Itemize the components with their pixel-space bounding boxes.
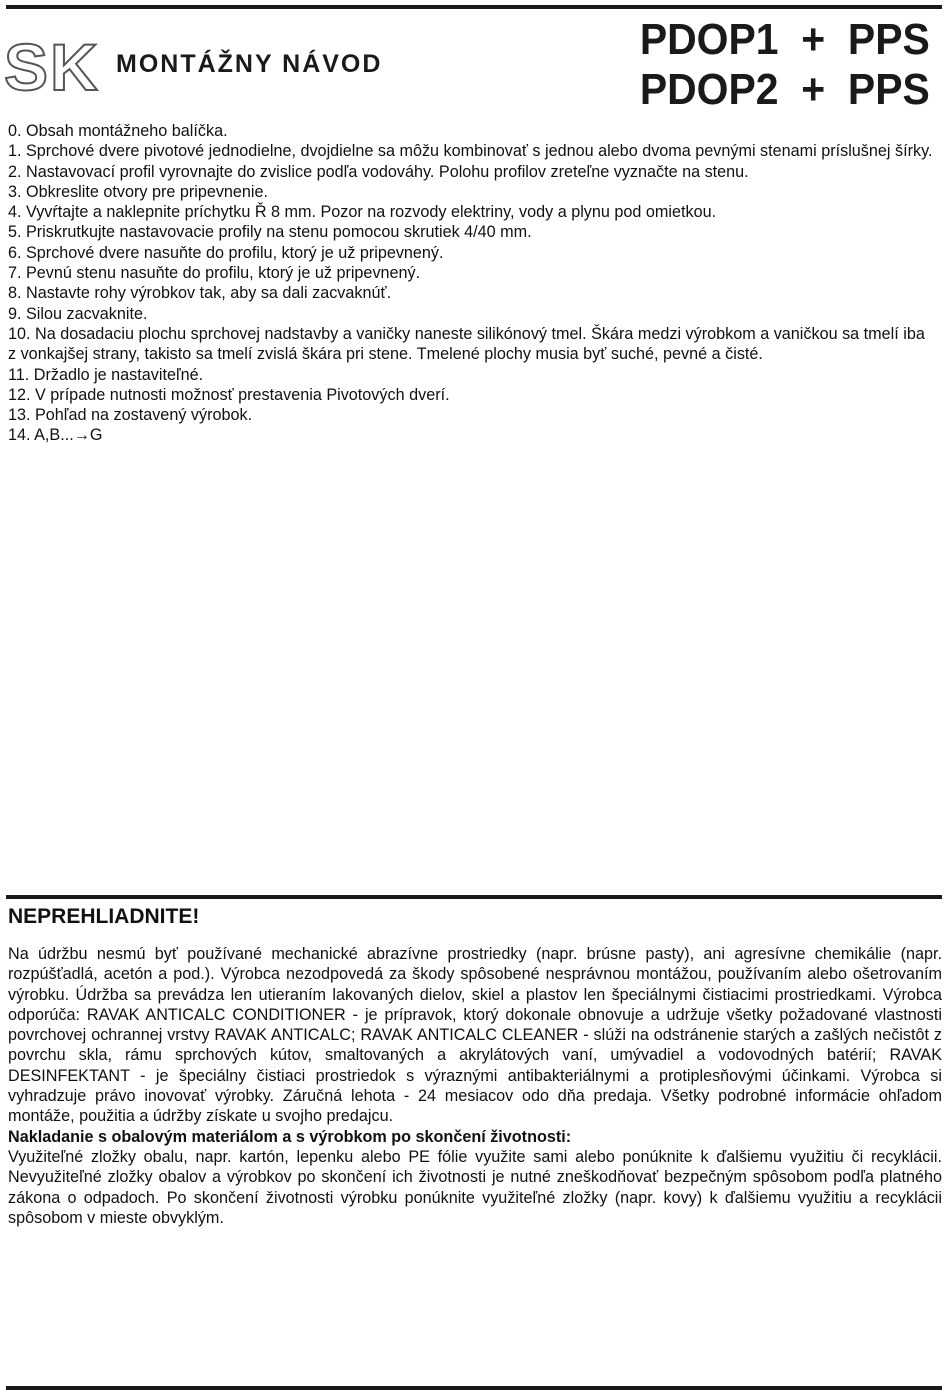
maintenance-paragraph: Na údržbu nesmú byť používané mechanické abrazívne prostriedky (napr. brúsne pasty), ani agresívne chemikálie (napr. rozpúšťadlá, acetón a pod.). Výrobca nezodpovedá za škody spôsobené nesprávnou montážou, používaním alebo ošetrovaním výrobku. Údržba sa prevádza len utieraním lakovaných dielov, skiel a plastov len špeciálnymi čistiacimi prostriedkami. Výrobca odporúča: RAVAK ANTICALC CONDITIONER - je prípravok, ktorý dokonale obnovuje a udržuje všetky požadované vlastnosti povrchovej ochrannej vrstvy RAVAK ANTICALC; RAVAK ANTICALC CLEANER - slúži na odstránenie starých a zašlých nečistôt z povrchu skla, rámu sprchových kútov, smaltovaných a akrylátových vaní, umývadiel a vodovodných batérií; RAVAK DESINFEKTANT - je špeciálny čistiaci prostriedok s výraznými antibakteriálnymi a protiplesňovými účinkami. Výrobca si vyhradzuje právo inovovať výrobky. Záručná lehota - 24 mesiacov odo dňa predaja. Všetky podrobné informácie ohľadom montáže, použitia a údržby získate u svojho predajcu. <box>8 945 942 1126</box>
notice-section <box>8 944 942 1228</box>
language-code: SK <box>4 30 100 104</box>
disposal-heading: Nakladanie s obalovým materiálom a s výrobkom po skončení životnosti: <box>8 1127 572 1146</box>
step-item: 10. Na dosadaciu plochu sprchovej nadstavby a vaničky naneste silikónový tmel. Škára medzi výrobkom a vaničkou sa tmelí iba z vonkajšej strany, takisto sa tmelí zvislá škára pri stene. Tmelené plochy musia byť suché, pevné a čisté. <box>8 324 925 364</box>
step-item: 9. Silou zacvaknite. <box>8 304 148 323</box>
step-item: 6. Sprchové dvere nasuňte do profilu, ktorý je už pripevnený. <box>8 243 444 262</box>
step-item: 7. Pevnú stenu nasuňte do profilu, ktorý je už pripevnený. <box>8 264 421 283</box>
step-item: 11. Držadlo je nastaviteľné. <box>8 365 204 384</box>
step-item: 4. Vyvŕtajte a naklepnite príchytku Ř 8 mm. Pozor na rozvody elektriny, vody a plynu pod omietkou. <box>8 203 717 222</box>
step-item: 2. Nastavovací profil vyrovnajte do zvislice podľa vodováhy. Polohu profilov zreteľne vyznačte na stenu. <box>8 162 749 181</box>
assembly-steps-list <box>8 121 936 446</box>
step-item: 0. Obsah montážneho balíčka. <box>8 122 228 140</box>
notice-heading: NEPREHLIADNITE! <box>8 905 200 928</box>
step-item: 14. A,B...→G <box>8 426 103 445</box>
model-code-line: PDOP1 + PPS <box>640 15 930 64</box>
step-item: 1. Sprchové dvere pivotové jednodielne, dvojdielne sa môžu kombinovať s jednou alebo dvoma pevnými stenami príslušnej šírky. <box>8 142 933 161</box>
step-item: 5. Priskrutkujte nastavovacie profily na stenu pomocou skrutiek 4/40 mm. <box>8 223 532 242</box>
step-item: 3. Obkreslite otvory pre pripevnenie. <box>8 182 269 201</box>
disposal-paragraph: Využiteľné zložky obalu, napr. kartón, lepenku alebo PE fólie využite sami alebo ponúknite k ďalšiemu využitiu či recyklácii. Nevyužiteľné zložky obalov a výrobkov po skončení ich životnosti je nutné zneškodňovať bezpečným spôsobom podľa platného zákona o odpadoch. Po skončení životnosti výrobku ponúknite využiteľné zložky (napr. kovy) k ďalšiemu využitiu a recyklácii spôsobom v mieste obvyklým. <box>8 1147 942 1227</box>
model-code-line: PDOP2 + PPS <box>640 65 930 114</box>
section-divider <box>6 895 942 899</box>
step-item: 8. Nastavte rohy výrobkov tak, aby sa dali zacvaknúť. <box>8 284 392 303</box>
bottom-divider <box>6 1386 942 1390</box>
document-title: MONTÁŽNY NÁVOD <box>116 50 383 78</box>
step-item: 12. V prípade nutnosti možnosť prestavenia Pivotových dverí. <box>8 385 450 404</box>
step-item: 13. Pohľad na zostavený výrobok. <box>8 406 253 425</box>
top-divider <box>6 5 942 9</box>
model-codes <box>640 15 930 115</box>
